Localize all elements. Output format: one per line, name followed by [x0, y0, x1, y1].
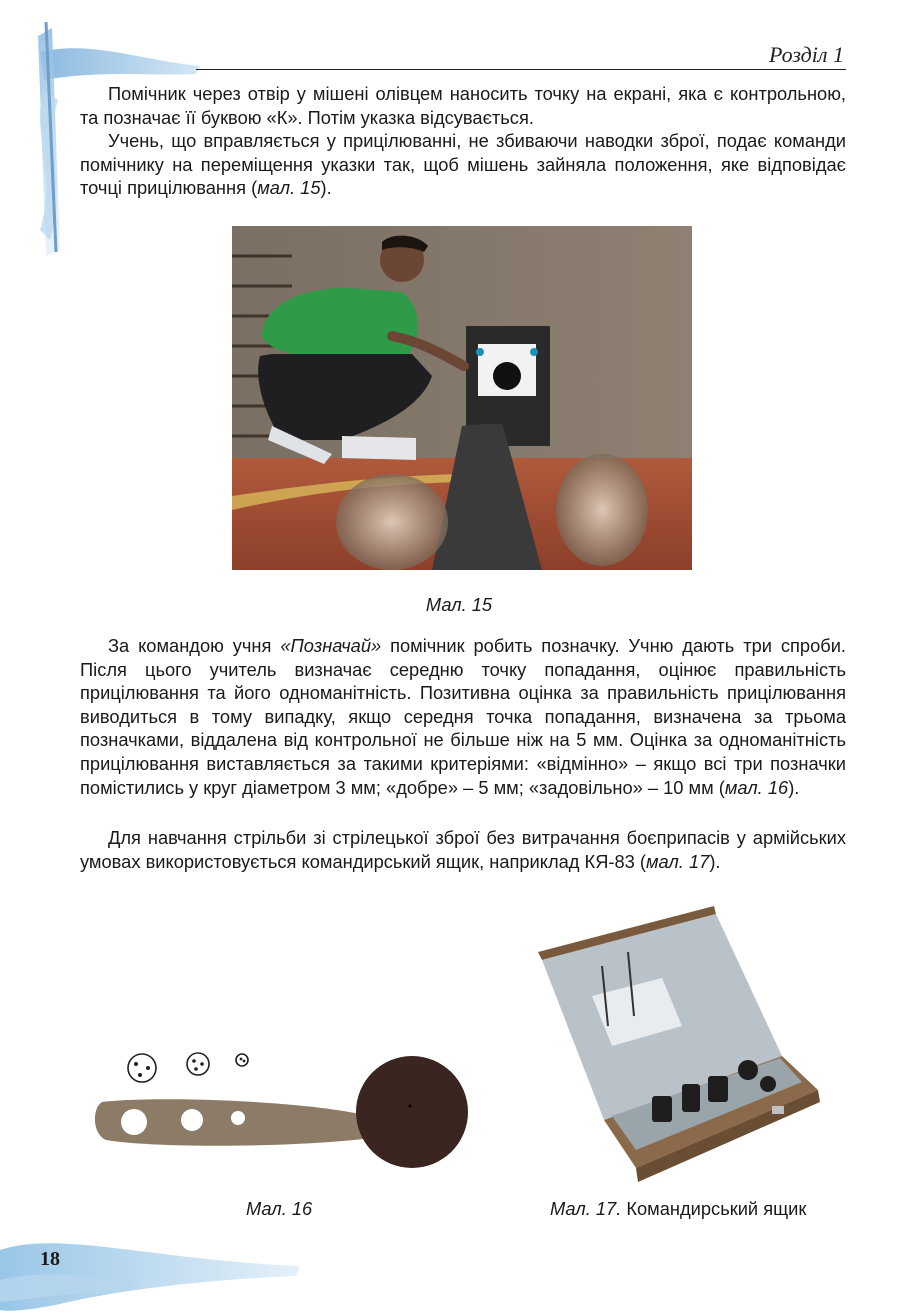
- section-label: Розділ 1: [769, 42, 844, 67]
- paragraph-4-text: Для навчання стрільби зі стрілецької зброї без витрачання боєприпасів у армійських умовах використовується командирський ящик, наприклад КЯ-83 (: [80, 827, 846, 872]
- figure-reference: мал. 16: [724, 776, 789, 798]
- figure-15-photo: [232, 226, 692, 570]
- paragraph-3: [80, 634, 846, 799]
- figure-16-pointer: [92, 1040, 472, 1180]
- paragraph-3-text-cont: помічник робить позначку. Учню дають три спроби. Після цього учитель визначає середню точку попадання, оцінює правильність прицілювання та його одноманітність. Позитивна оцінка за правильність прицілювання виводиться в тому випадку, якщо середня точка попадання, визначена за трьома позначками, віддалена від контрольної не більше ніж на 5 мм. Оцінка за одноманітність прицілювання виставляється за такими критеріями: «відмінно» – якщо всі три позначки помістились у круг діаметром 3 мм; «добре» – 5 мм; «задовільно» – 10 мм (: [80, 635, 847, 798]
- figure-16-caption: Мал. 16: [246, 1198, 313, 1219]
- paragraph-2-text: Учень, що вправляється у прицілюванні, не збиваючи наводки зброї, подає команди помічнику на переміщення указки так, щоб мішень зайняла положення, яке відповідає точці прицілювання (: [80, 130, 846, 199]
- paragraph-2: [80, 129, 846, 200]
- header-rule: [196, 69, 846, 70]
- paragraph-4: [80, 826, 846, 873]
- page-number: 18: [40, 1248, 60, 1270]
- figure-17-caption-ref: Мал. 17.: [550, 1198, 622, 1219]
- figure-17-commander-box: [532, 906, 822, 1186]
- paragraph-4-end: ).: [709, 850, 721, 872]
- paragraph-3-text: За командою учня: [108, 635, 281, 656]
- figure-17-caption-text: Командирський ящик: [621, 1198, 807, 1219]
- paragraph-1-text: Помічник через отвір у мішені олівцем наносить точку на екрані, яка є контрольною, та позначає її буквою «К». Потім указка відсувається.: [80, 83, 846, 128]
- paragraph-3-end: ).: [788, 776, 800, 798]
- figure-17-caption: [550, 1198, 806, 1220]
- paragraph-2-end: ).: [320, 177, 332, 199]
- figure-15-caption: Мал. 15: [425, 594, 493, 615]
- figure-reference: мал. 17: [646, 850, 710, 872]
- figure-reference: мал. 15: [257, 177, 321, 199]
- paragraph-1: [80, 82, 846, 129]
- command-quote: «Позначай»: [280, 635, 382, 656]
- grading-circles: [128, 1053, 248, 1082]
